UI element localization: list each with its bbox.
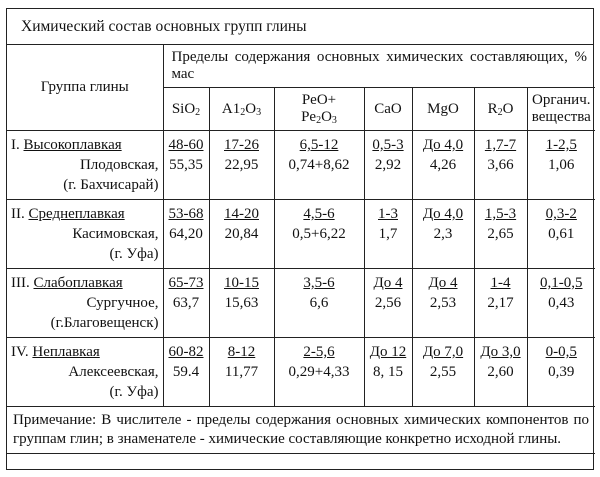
range-value: 4,5-6 [303, 206, 335, 222]
limits-header: Пределы содержания основных химических составляющих, % мас [163, 45, 595, 88]
sample-value: 15,63 [224, 295, 259, 311]
range-value: До 3,0 [480, 344, 521, 360]
range-value: 0,1-0,5 [540, 275, 583, 291]
sample-value: 0,5+6,22 [292, 226, 346, 242]
group-column-header: Группа глины [7, 45, 163, 131]
table-row [7, 200, 595, 269]
range-value: 1,7-7 [484, 137, 517, 153]
composition-cell [412, 269, 474, 338]
composition-cell [412, 131, 474, 200]
composition-cell [474, 131, 527, 200]
column-header-5: MgO [412, 88, 474, 131]
composition-cell [274, 269, 364, 338]
composition-cell [274, 338, 364, 407]
sample-name: Касимовская, [72, 226, 159, 242]
clay-group-name: III. Слабоплавкая [11, 275, 123, 291]
sample-value: 2,55 [429, 364, 457, 380]
composition-cell [163, 338, 209, 407]
sample-value: 0,39 [548, 364, 575, 380]
sample-value: 2,65 [487, 226, 514, 242]
sample-name: Плодовская, [79, 157, 159, 173]
sample-value: 22,95 [224, 157, 259, 173]
sample-value: 0,43 [548, 295, 575, 311]
sample-value: 1,06 [548, 157, 575, 173]
sample-value: 20,84 [224, 226, 259, 242]
range-value: 1-3 [378, 206, 398, 222]
range-value: 6,5-12 [299, 137, 339, 153]
sample-value: 2,3 [433, 226, 453, 242]
range-value: 48-60 [168, 137, 204, 153]
sample-value: 6,6 [309, 295, 329, 311]
sample-value: 59.4 [172, 364, 200, 380]
composition-cell [527, 338, 595, 407]
clay-group-cell [7, 200, 163, 269]
composition-cell [209, 338, 274, 407]
column-header-2: $A1_2O_3$ [209, 88, 274, 131]
composition-cell [527, 131, 595, 200]
sample-value: 2,17 [487, 295, 514, 311]
chemical-composition-table-frame [6, 8, 594, 470]
table-row [7, 131, 595, 200]
clay-group-name: I. Высокоплавкая [11, 137, 122, 153]
composition-cell [364, 131, 412, 200]
composition-table [7, 45, 595, 454]
header-row-1 [7, 45, 595, 88]
sample-value: 8, 15 [373, 364, 403, 380]
range-value: 2-5,6 [303, 344, 335, 360]
table-title: Химический состав основных групп глины [7, 9, 593, 45]
sample-value: 2,56 [374, 295, 402, 311]
range-value: До 4 [428, 275, 458, 291]
sample-value: 0,29+4,33 [288, 364, 350, 380]
composition-cell [163, 131, 209, 200]
table-note: Примечание: В числителе - пределы содержания основных химических компонентов по группам глин; в знаменателе - химические составляющие конкретно исходной глины. [7, 407, 595, 454]
sample-location: (г. Уфа) [109, 384, 159, 400]
sample-value: 4,26 [429, 157, 457, 173]
sample-value: 3,66 [487, 157, 514, 173]
range-value: 1,5-3 [484, 206, 517, 222]
column-header-1: SiO$_2$ [163, 88, 209, 131]
range-value: 8-12 [227, 344, 256, 360]
sample-value: 2,92 [374, 157, 402, 173]
clay-group-cell [7, 338, 163, 407]
range-value: 60-82 [168, 344, 204, 360]
note-row [7, 407, 595, 454]
range-value: 0,3-2 [545, 206, 577, 222]
range-value: 3,5-6 [303, 275, 335, 291]
composition-cell [364, 338, 412, 407]
composition-cell [274, 131, 364, 200]
sample-name: Алексеевская, [68, 364, 159, 380]
composition-cell [364, 200, 412, 269]
clay-group-cell [7, 131, 163, 200]
range-value: До 4,0 [422, 137, 464, 153]
column-header-7: Органич. вещества [527, 88, 595, 131]
clay-group-name: IV. Неплавкая [11, 344, 100, 360]
sample-value: 0,74+8,62 [288, 157, 350, 173]
sample-name: Сургучное, [86, 295, 159, 311]
composition-cell [412, 200, 474, 269]
clay-group-name: II. Среднеплавкая [11, 206, 125, 222]
range-value: До 7,0 [422, 344, 464, 360]
range-value: 10-15 [224, 275, 259, 291]
clay-group-cell [7, 269, 163, 338]
table-row [7, 269, 595, 338]
column-header-3: PeO+ $Pe_2O_3$ [274, 88, 364, 131]
sample-location: (г. Уфа) [109, 246, 159, 262]
range-value: 0-0,5 [545, 344, 577, 360]
sample-value: 11,77 [224, 364, 259, 380]
composition-cell [527, 269, 595, 338]
range-value: До 4 [373, 275, 403, 291]
column-header-4: CaO [364, 88, 412, 131]
sample-value: 64,20 [169, 226, 203, 242]
composition-cell [412, 338, 474, 407]
composition-cell [474, 200, 527, 269]
composition-cell [527, 200, 595, 269]
sample-value: 2,53 [429, 295, 457, 311]
composition-cell [274, 200, 364, 269]
range-value: 17-26 [224, 137, 259, 153]
sample-value: 2,60 [487, 364, 514, 380]
range-value: До 4,0 [422, 206, 464, 222]
composition-cell [163, 269, 209, 338]
range-value: 14-20 [224, 206, 259, 222]
composition-cell [209, 200, 274, 269]
range-value: До 12 [369, 344, 407, 360]
range-value: 1-2,5 [545, 137, 577, 153]
sample-value: 1,7 [378, 226, 398, 242]
composition-cell [474, 269, 527, 338]
range-value: 65-73 [168, 275, 204, 291]
sample-location: (г. Бахчисарай) [63, 177, 159, 193]
composition-cell [163, 200, 209, 269]
range-value: 53-68 [168, 206, 204, 222]
composition-cell [209, 269, 274, 338]
sample-value: 55,35 [169, 157, 203, 173]
sample-value: 63,7 [172, 295, 200, 311]
range-value: 0,5-3 [372, 137, 404, 153]
sample-location: (г.Благовещенск) [50, 315, 159, 331]
composition-cell [364, 269, 412, 338]
composition-cell [209, 131, 274, 200]
range-value: 1-4 [490, 275, 511, 291]
sample-value: 0,61 [548, 226, 575, 242]
column-header-6: $R_2O$ [474, 88, 527, 131]
table-body [7, 131, 595, 407]
composition-cell [474, 338, 527, 407]
table-row [7, 338, 595, 407]
